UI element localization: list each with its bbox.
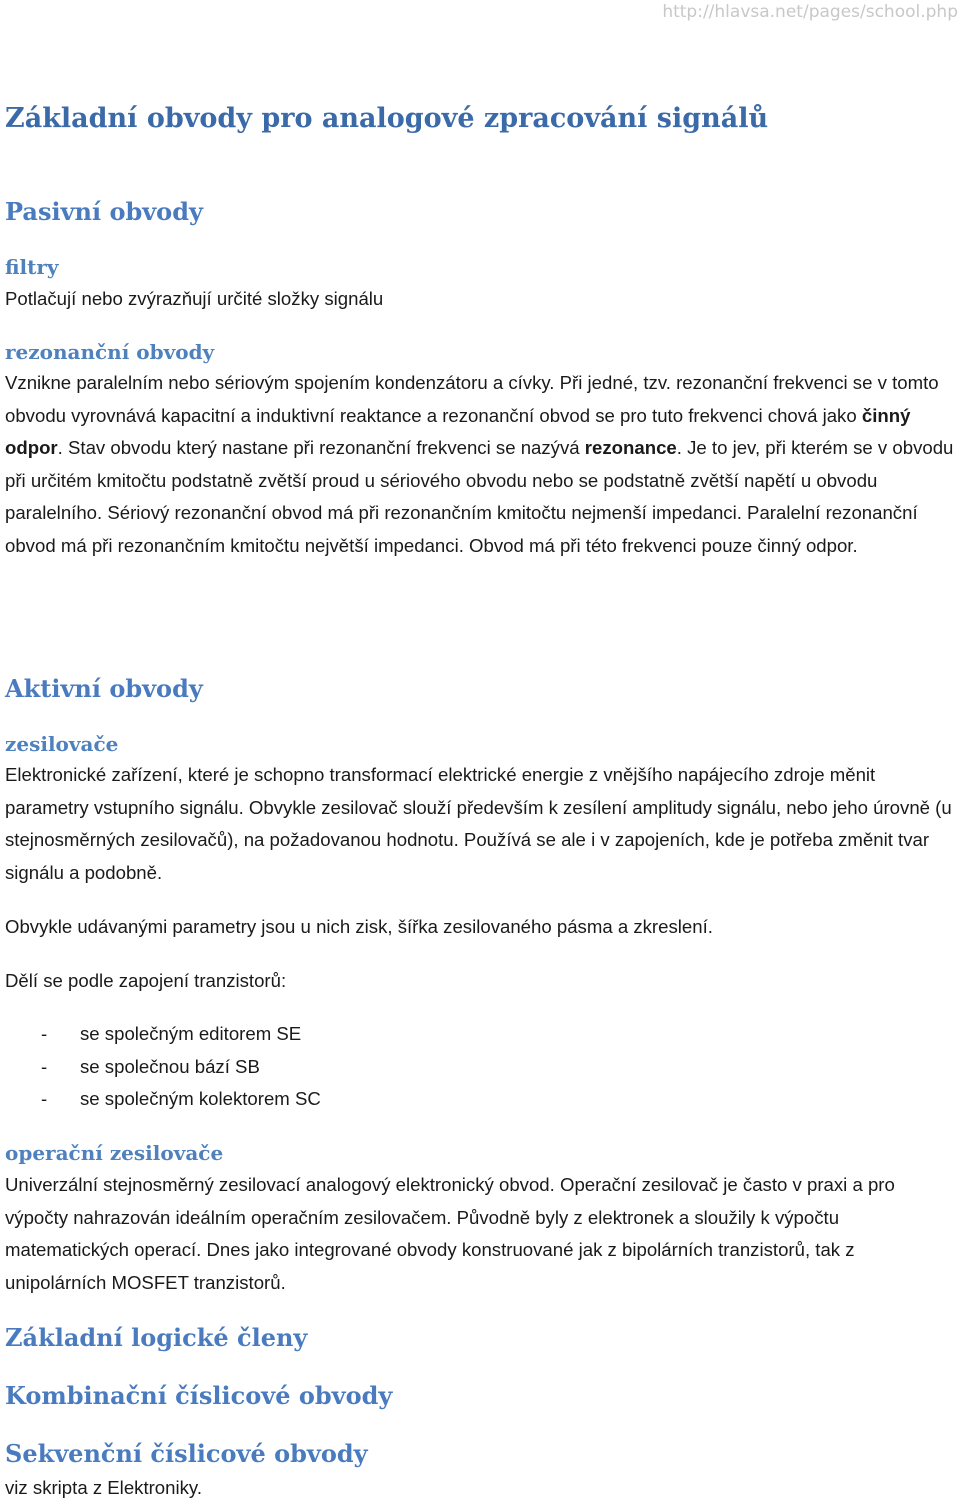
list-dash: - [41, 1088, 48, 1110]
resonant-bold-active-resistance: činný odpor [5, 404, 911, 459]
amplifiers-division-text: Dělí se podle zapojení tranzistorů: [5, 970, 287, 991]
heading-combinational-circuits: Kombinační číslicové obvody [5, 1381, 393, 1410]
opamps-text: Univerzální stejnosměrný zesilovací analogový elektronický obvod. Operační zesilovač je často v praxi a pro výpočty nahrazován ideálním operačním zesilovačem. Původně byly z elektronek a sloužily k výpočtu matematických operací. Dnes jako integrované obvody konstruované jak z bipolárních tranzistorů, tak z unipolárních MOSFET tranzistorů. [5, 1174, 895, 1293]
list-item-label: se společným kolektorem SC [80, 1088, 321, 1110]
list-dash: - [41, 1023, 48, 1044]
heading-basic-logic-gates: Základní logické členy [5, 1323, 308, 1352]
heading-active-circuits: Aktivní obvody [5, 674, 203, 703]
page-title: Základní obvody pro analogové zpracování signálů [5, 103, 769, 134]
filters-text: Potlačují nebo zvýrazňují určité složky signálu [5, 288, 384, 309]
header-url: http://hlavsa.net/pages/school.php [662, 2, 958, 22]
resonant-bold-resonance: rezonance [584, 437, 677, 459]
sequential-text: viz skripta z Elektroniky. [5, 1477, 203, 1498]
heading-resonant-circuits: rezonanční obvody [5, 340, 215, 364]
heading-passive-circuits: Pasivní obvody [5, 197, 203, 226]
list-dash: - [41, 1055, 48, 1077]
resonant-text-part1: Vznikne paralelním nebo sériovým spojením kondenzátoru a cívky. Při jedné, tzv. rezonanční frekvenci se v tomto obvodu vyrovnává kapacitní a induktivní reaktance a rezonanční obvod se pro tuto frekvenci chová jako [5, 372, 939, 426]
heading-sequential-circuits: Sekvenční číslicové obvody [5, 1439, 368, 1468]
heading-filters: filtry [5, 255, 59, 279]
list-item [5, 1051, 321, 1084]
heading-operational-amplifiers: operační zesilovače [5, 1141, 224, 1165]
list-item [5, 1083, 321, 1116]
resonant-text-part3: . Je to jev, při kterém se v obvodu při určitém kmitočtu podstatně zvětší proud u sériového obvodu nebo se podstatně zvětší napětí u obvodu paralelního. Sériový rezonanční obvod má při rezonančním kmitočtu nejmenší impedanci. Paralelní rezonanční obvod má při rezonančním kmitočtu největší impedanci. Obvod má při této frekvenci pouze činný odpor. [5, 437, 954, 556]
amplifiers-parameters-text: Obvykle udávanými parametry jsou u nich zisk, šířka zesilovaného pásma a zkreslení. [5, 916, 713, 937]
transistor-configuration-list [5, 1018, 321, 1116]
list-item-label: se společnou bází SB [80, 1055, 260, 1077]
list-item [5, 1018, 321, 1051]
heading-amplifiers: zesilovače [5, 732, 119, 756]
list-item-label: se společným editorem SE [80, 1023, 302, 1044]
resonant-text [5, 367, 960, 563]
resonant-text-part2: . Stav obvodu který nastane při rezonanční frekvenci se nazývá [57, 437, 585, 459]
amplifiers-text: Elektronické zařízení, které je schopno transformací elektrické energie z vnějšího napájecího zdroje měnit parametry vstupního signálu. Obvykle zesilovač slouží především k zesílení amplitudy signálu, nebo jeho úrovně (u stejnosměrných zesilovačů), na požadovanou hodnotu. Používá se ale i v zapojeních, kde je potřeba změnit tvar signálu a podobně. [5, 764, 952, 883]
